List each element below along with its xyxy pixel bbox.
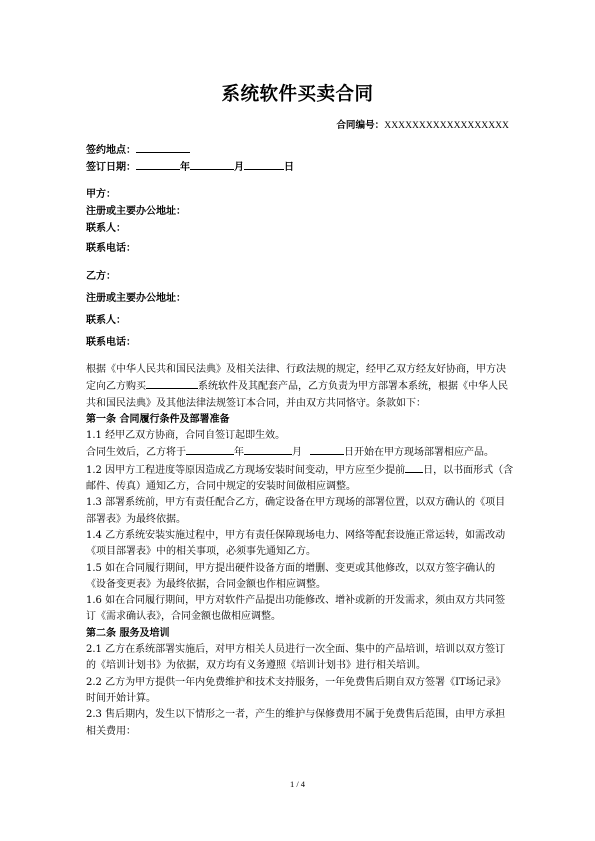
notice-days-blank[interactable] (405, 462, 423, 473)
deploy-year-label: 年 (234, 447, 244, 459)
party-b-contact: 联系人： (86, 315, 126, 326)
sign-place-line (86, 141, 190, 156)
contract-number-value: XXXXXXXXXXXXXXXXXX (384, 120, 509, 131)
clause-1-1-b-text-b: 日开始在甲方现场部署相应产品。 (344, 447, 494, 459)
sign-month-label: 月 (234, 162, 244, 173)
party-a-name: 甲方： (86, 189, 116, 200)
clause-1-2-text-a: 1.2 因甲方工程进度等原因造成乙方现场安装时间变动，甲方应至少提前 (86, 464, 406, 476)
party-a-phone: 联系电话： (86, 243, 136, 254)
sign-day-label: 日 (284, 162, 294, 173)
clause-1-1-b (86, 444, 514, 461)
sign-year-label: 年 (180, 162, 190, 173)
intro-text-2: 系统软件及其配套产品，乙方负责为甲方部署本系统，根据《中华人民共和国民法典》及其他法律法规签订本合同，并由双方共同恪守。条款如下： (86, 381, 508, 409)
party-a-contact: 联系人： (86, 223, 126, 234)
clause-1-2 (86, 462, 514, 496)
clause-2-1: 2.1 乙方在系统部署实施后，对甲方相关人员进行一次全面、集中的产品培训，培训以双方签订的《培训计划书》为依据，双方均有义务遵照《培训计划书》进行相关培训。 (86, 644, 506, 672)
party-b-phone: 联系电话： (86, 337, 136, 348)
contract-number-label: 合同编号： (336, 120, 385, 131)
party-b-address: 注册或主要办公地址： (86, 293, 186, 304)
clause-1-3: 1.3 部署系统前，甲方有责任配合乙方，确定设备在甲方现场的部署位置，以双方确认的《项目部署表》为最终依据。 (86, 497, 506, 525)
sign-day-blank[interactable] (244, 159, 284, 170)
clause-1-2-text-b: 日，以书面形式（含邮件、传真）通知乙方，合同中规定的安装时间做相应调整。 (86, 464, 514, 493)
intro-text-1: 根据《中华人民共和国民法典》及相关法律、行政法规的规定，经甲乙双方经友好协商，甲方决定向乙方购买 (86, 364, 506, 393)
clause-1-5: 1.5 如在合同履行期间，甲方提出硬件设备方面的增删、变更或其他修改，以双方签字确认的《设备变更表》为最终依据，合同金额也作相应调整。 (86, 562, 496, 590)
page-number: 1 / 4 (289, 779, 306, 789)
deploy-day-blank[interactable] (310, 444, 344, 455)
sign-place-label: 签约地点： (86, 145, 136, 156)
deploy-month-label: 月 (292, 447, 302, 459)
contract-number (336, 117, 509, 131)
party-a-address: 注册或主要办公地址： (86, 206, 186, 217)
contract-title: 系统软件买卖合同 (221, 84, 374, 105)
sign-place-blank[interactable] (136, 142, 190, 153)
sign-date-line (86, 158, 294, 173)
deploy-year-blank[interactable] (186, 444, 234, 455)
deploy-month-blank[interactable] (244, 444, 292, 455)
clause-2-2: 2.2 乙方为甲方提供一年内免费维护和技术支持服务，一年免费售后期自双方签署《IT场记录》时间开始计算。 (86, 676, 506, 704)
clause-1-4: 1.4 乙方系统安装实施过程中，甲方有责任保障现场电力、网络等配套设施正常运转，如需改动《项目部署表》中的相关事项，必须事先通知乙方。 (86, 529, 506, 558)
clause-1-6: 1.6 如在合同履行期间，甲方对软件产品提出功能修改、增补或新的开发需求，须由双方共同签订《需求确认表》，合同金额也做相应调整。 (86, 595, 506, 623)
contract-body (86, 362, 514, 740)
product-name-blank[interactable] (146, 378, 198, 389)
sign-date-label: 签订日期： (86, 162, 136, 173)
clause-1-1: 1.1 经甲乙双方协商，合同自签订起即生效。 (86, 430, 286, 442)
intro-paragraph (86, 362, 514, 412)
article-1-heading: 第一条 合同履行条件及部署准备 (86, 413, 230, 425)
clause-1-1-b-text-a: 合同生效后，乙方将于 (86, 447, 186, 459)
sign-year-blank[interactable] (136, 159, 180, 170)
party-b-name: 乙方： (86, 271, 116, 282)
article-2-heading: 第二条 服务及培训 (86, 627, 170, 639)
clause-2-3: 2.3 售后期内，发生以下情形之一者，产生的维护与保修费用不属于免费售后范围，由甲方承担相关费用： (86, 709, 506, 737)
sign-month-blank[interactable] (190, 159, 234, 170)
